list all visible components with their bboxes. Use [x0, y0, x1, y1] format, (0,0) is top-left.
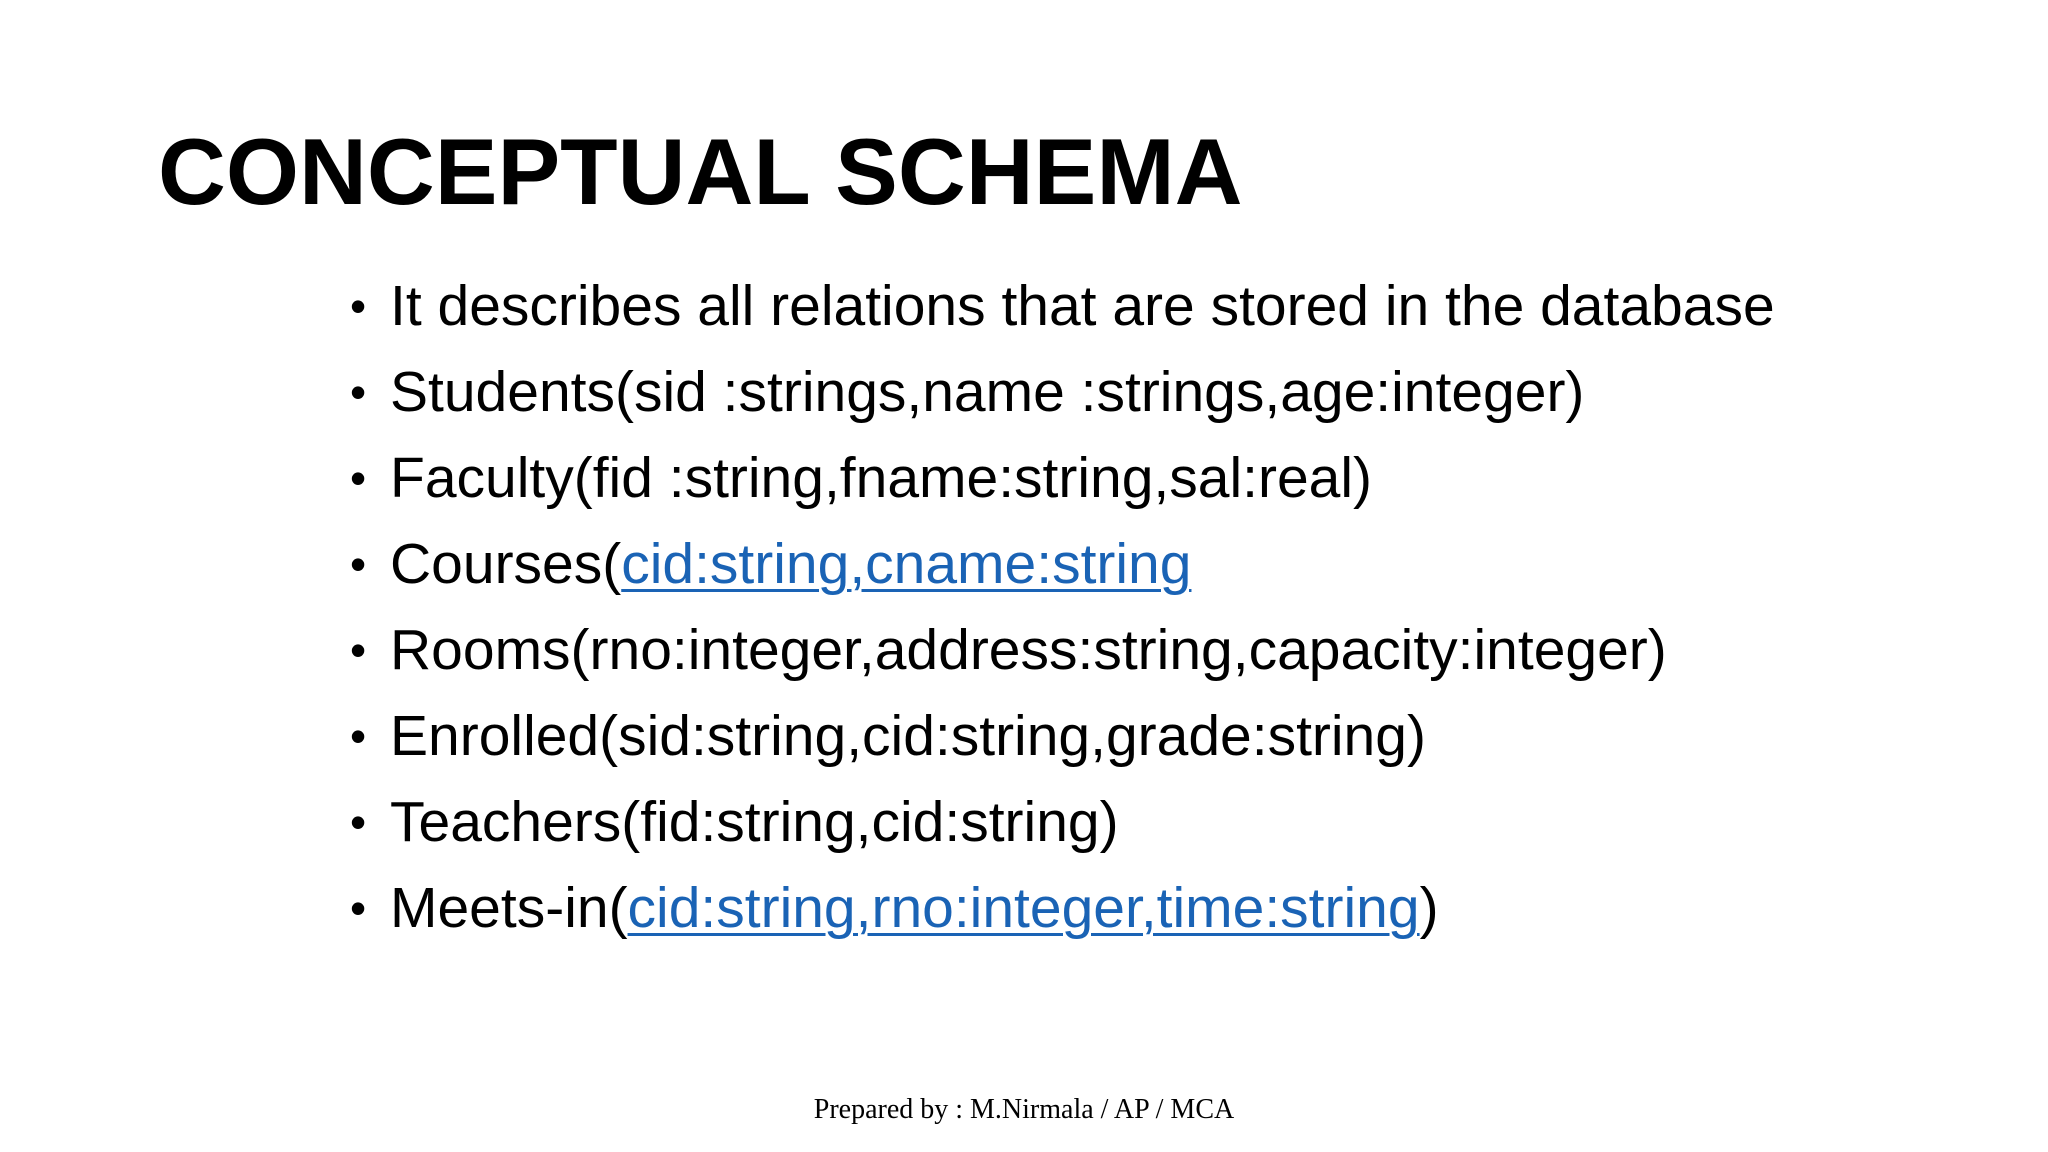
bullet-item-meets-in: [350, 876, 1850, 941]
bullet-text: It describes all relations that are stored in the database: [390, 274, 1775, 338]
bullet-item-faculty: [350, 446, 1850, 511]
bullet-text: Enrolled(sid:string,cid:string,grade:string): [390, 704, 1426, 768]
bullet-icon: •: [350, 280, 367, 332]
bullet-icon: •: [350, 796, 367, 848]
bullet-item-students: [350, 360, 1850, 425]
bullet-suffix: ): [1419, 876, 1439, 940]
meets-in-schema-link[interactable]: cid:string,rno:integer,time:string: [627, 876, 1420, 940]
bullet-item-enrolled: [350, 704, 1850, 769]
bullet-prefix: Meets-in(: [390, 876, 628, 940]
bullet-icon: •: [350, 366, 367, 418]
slide-title: CONCEPTUAL SCHEMA: [158, 119, 1243, 224]
bullet-item-description: [350, 274, 1850, 339]
bullet-text: Students(sid :strings,name :strings,age:integer): [390, 360, 1585, 424]
slide-footer: Prepared by : M.Nirmala / AP / MCA: [813, 1094, 1235, 1125]
bullet-text: Teachers(fid:string,cid:string): [390, 790, 1119, 854]
bullet-icon: •: [350, 882, 367, 934]
bullet-icon: •: [350, 538, 367, 590]
bullet-prefix: Courses(: [390, 532, 622, 596]
bullet-item-courses: [350, 532, 1850, 597]
bullet-icon: •: [350, 452, 367, 504]
bullet-list: [350, 274, 1850, 962]
bullet-item-rooms: [350, 618, 1850, 683]
bullet-text: Rooms(rno:integer,address:string,capacity:integer): [390, 618, 1667, 682]
bullet-icon: •: [350, 710, 367, 762]
bullet-text: Faculty(fid :string,fname:string,sal:real): [390, 446, 1372, 510]
courses-schema-link[interactable]: cid:string,cname:string: [621, 532, 1192, 596]
bullet-icon: •: [350, 624, 367, 676]
bullet-item-teachers: [350, 790, 1850, 855]
